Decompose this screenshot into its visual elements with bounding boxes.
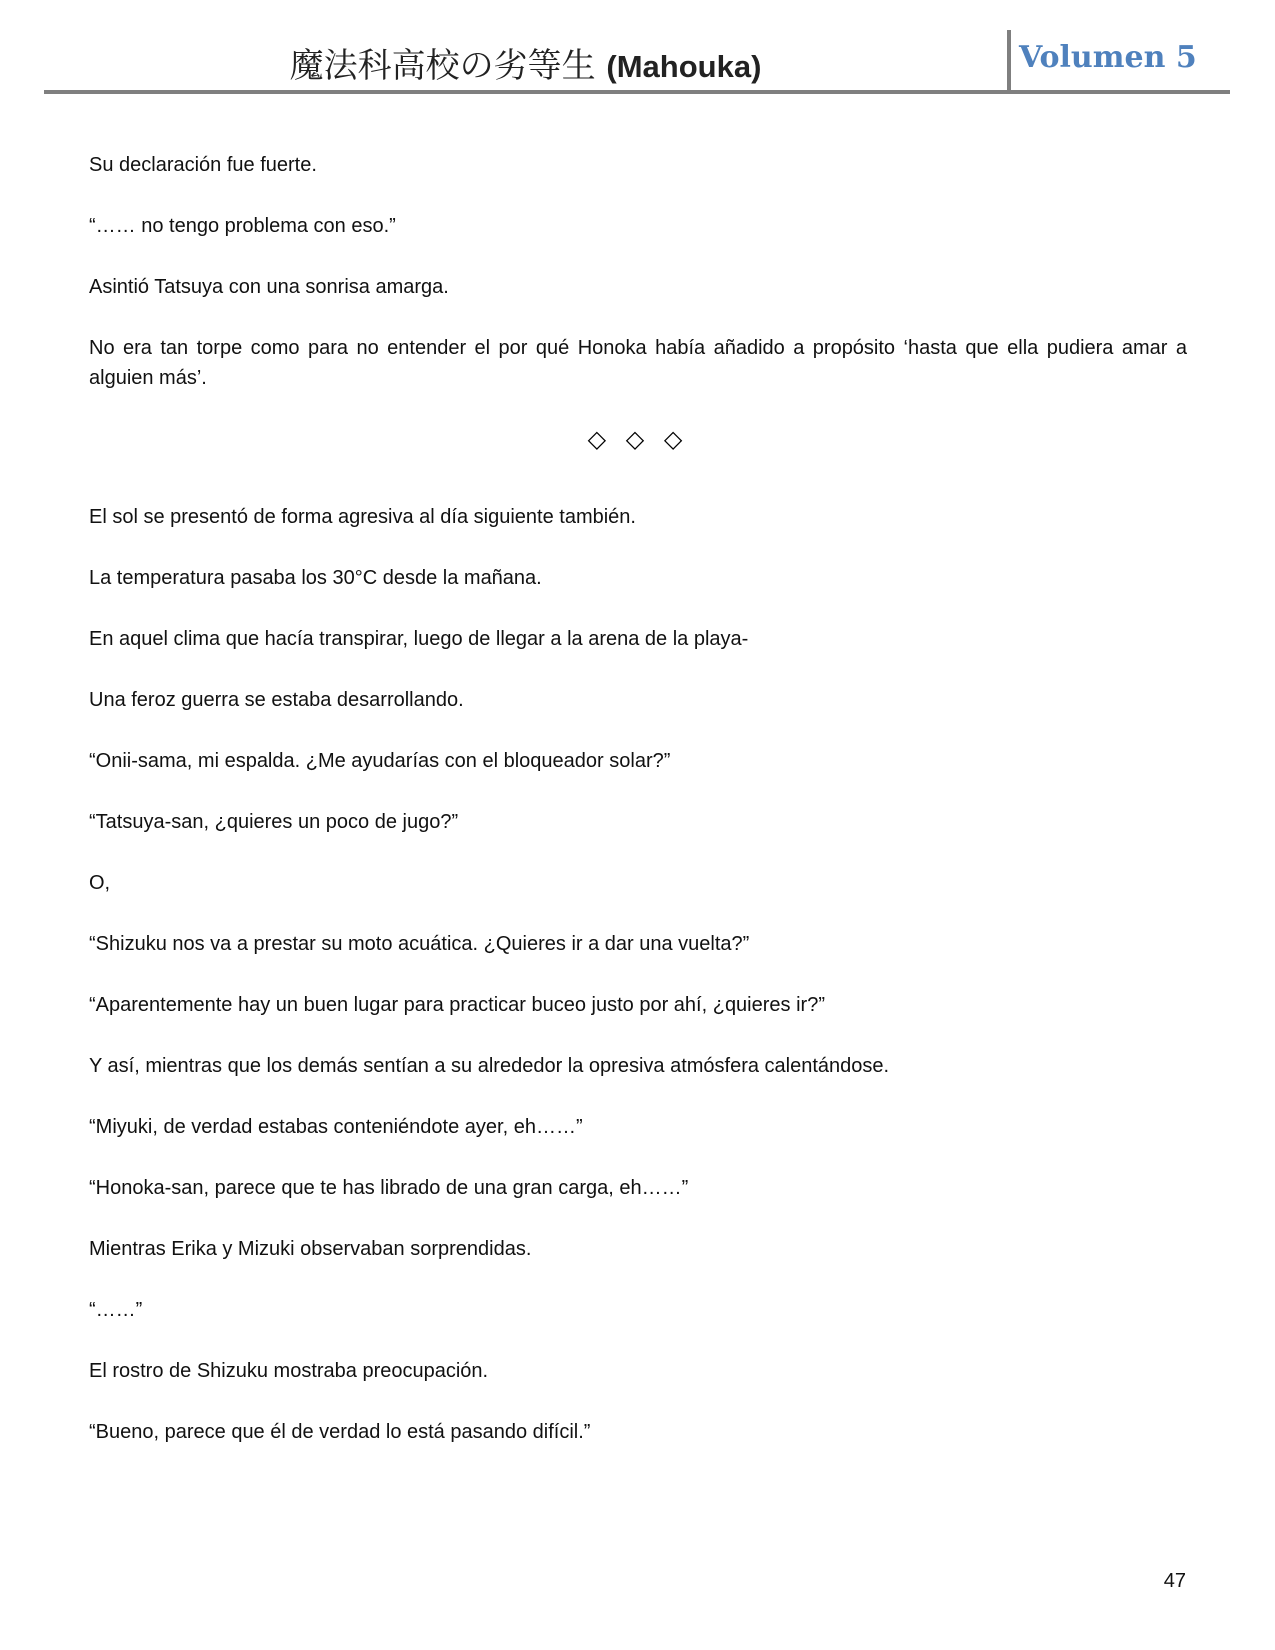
paragraph: “Onii-sama, mi espalda. ¿Me ayudarías con el bloqueador solar?” xyxy=(89,750,671,772)
volume-label: Volumen 5 xyxy=(1019,40,1197,75)
paragraph: Asintió Tatsuya con una sonrisa amarga. xyxy=(89,276,449,298)
paragraph: “……” xyxy=(89,1299,143,1321)
paragraph: La temperatura pasaba los 30°C desde la mañana. xyxy=(89,567,542,589)
diamond-outline-icon: ◇ xyxy=(587,425,613,453)
paragraph: “Miyuki, de verdad estabas conteniéndote ayer, eh……” xyxy=(89,1116,583,1138)
page-number: 47 xyxy=(1163,1570,1186,1592)
paragraph: “Aparentemente hay un buen lugar para practicar buceo justo por ahí, ¿quieres ir?” xyxy=(89,994,825,1016)
paragraph: O, xyxy=(89,872,111,894)
book-title-latin: (Mahouka) xyxy=(606,49,762,84)
paragraph: El sol se presentó de forma agresiva al día siguiente también. xyxy=(89,506,636,528)
diamond-outline-icon: ◇ xyxy=(625,425,651,453)
paragraph: Y así, mientras que los demás sentían a su alrededor la opresiva atmósfera calentándose. xyxy=(89,1055,890,1077)
paragraph: “Honoka-san, parece que te has librado de una gran carga, eh……” xyxy=(89,1177,689,1199)
scene-break-separator xyxy=(89,424,1187,454)
header-vertical-divider xyxy=(1007,30,1011,94)
book-title xyxy=(44,38,1007,87)
paragraph: “Tatsuya-san, ¿quieres un poco de jugo?” xyxy=(89,811,459,833)
paragraph: Una feroz guerra se estaba desarrollando. xyxy=(89,689,464,711)
page-header xyxy=(44,28,1230,96)
paragraph: Mientras Erika y Mizuki observaban sorprendidas. xyxy=(89,1238,532,1260)
book-title-japanese: 魔法科高校の劣等生 xyxy=(289,46,596,86)
diamond-outline-icon: ◇ xyxy=(663,425,689,453)
header-horizontal-rule xyxy=(44,90,1230,94)
paragraph: No era tan torpe como para no entender el por qué Honoka había añadido a propósito ‘hasta que ella pudiera amar a alguien más’. xyxy=(89,337,1187,389)
paragraph: “Shizuku nos va a prestar su moto acuática. ¿Quieres ir a dar una vuelta?” xyxy=(89,933,750,955)
paragraph: El rostro de Shizuku mostraba preocupación. xyxy=(89,1360,489,1382)
paragraph: “Bueno, parece que él de verdad lo está pasando difícil.” xyxy=(89,1421,591,1443)
paragraph: Su declaración fue fuerte. xyxy=(89,154,317,176)
paragraph: “…… no tengo problema con eso.” xyxy=(89,215,396,237)
body-text xyxy=(89,150,1187,1478)
paragraph: En aquel clima que hacía transpirar, luego de llegar a la arena de la playa- xyxy=(89,628,749,650)
